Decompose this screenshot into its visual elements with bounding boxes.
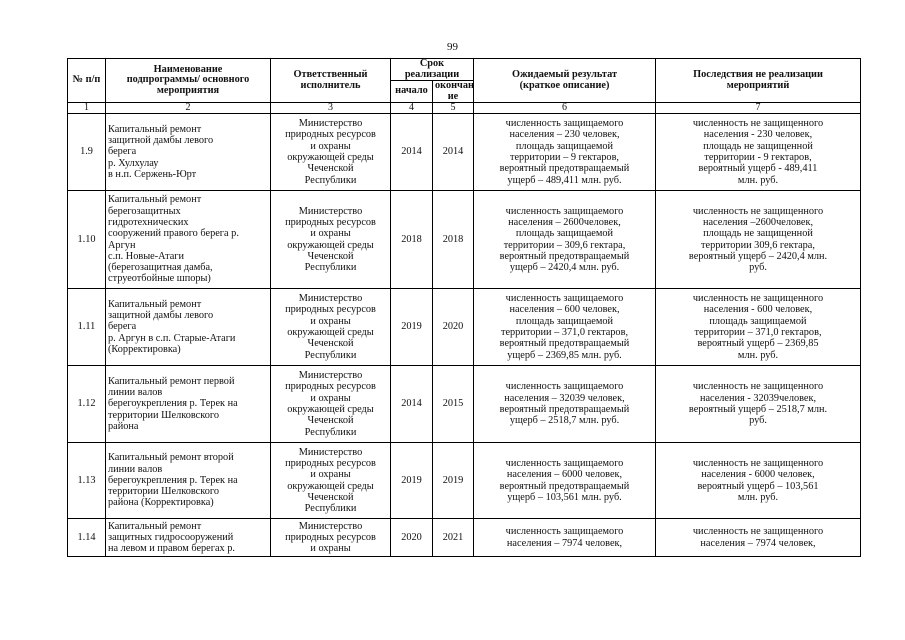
row-end: 2014: [433, 114, 474, 191]
column-numbers-row: [68, 103, 861, 114]
header-responsible: Ответственный исполнитель: [271, 59, 391, 103]
row-name: Капитальный ремонт защитной дамбы левого берега р. Хулхулау в н.п. Сержень-Юрт: [106, 114, 271, 191]
row-start: 2018: [391, 191, 433, 289]
table-row: [68, 366, 861, 443]
row-number: 1.14: [68, 519, 106, 557]
row-result: численность защищаемого населения – 2600человек, площадь защищаемой территории – 309,6 гектара, вероятный предотвращаемый ущерб – 2420,4 млн. руб.: [474, 191, 656, 289]
row-end: 2015: [433, 366, 474, 443]
column-number: 1: [68, 103, 106, 114]
row-end: 2018: [433, 191, 474, 289]
column-number: 2: [106, 103, 271, 114]
column-number: 3: [271, 103, 391, 114]
row-number: 1.9: [68, 114, 106, 191]
table-row: [68, 443, 861, 519]
header-row-1: [68, 59, 861, 81]
header-num: № п/п: [68, 59, 106, 103]
row-consequences: численность не защищенного населения - 32039человек, вероятный ущерб – 2518,7 млн. руб.: [656, 366, 861, 443]
row-number: 1.11: [68, 289, 106, 366]
row-number: 1.13: [68, 443, 106, 519]
header-term: Срок реализации: [391, 59, 474, 81]
row-end: 2020: [433, 289, 474, 366]
row-consequences: численность не защищенного населения - 230 человек, площадь не защищенной территории - 9 гектаров, вероятный ущерб - 489,411 млн. руб.: [656, 114, 861, 191]
row-responsible: Министерство природных ресурсов и охраны окружающей среды Чеченской Республики: [271, 289, 391, 366]
header-start: начало: [391, 81, 433, 103]
column-number: 5: [433, 103, 474, 114]
row-consequences: численность не защищенного населения – 7974 человек,: [656, 519, 861, 557]
table-row: [68, 519, 861, 557]
column-number: 7: [656, 103, 861, 114]
header-name: Наименование подпрограммы/ основного мероприятия: [106, 59, 271, 103]
row-responsible: Министерство природных ресурсов и охраны окружающей среды Чеченской Республики: [271, 443, 391, 519]
row-end: 2019: [433, 443, 474, 519]
row-start: 2019: [391, 289, 433, 366]
row-start: 2014: [391, 366, 433, 443]
row-start: 2014: [391, 114, 433, 191]
row-result: численность защищаемого населения – 32039 человек, вероятный предотвращаемый ущерб – 2518,7 млн. руб.: [474, 366, 656, 443]
row-end: 2021: [433, 519, 474, 557]
row-result: численность защищаемого населения – 600 человек, площадь защищаемой территории – 371,0 гектаров, вероятный предотвращаемый ущерб – 2369,85 млн. руб.: [474, 289, 656, 366]
row-consequences: численность не защищенного населения –2600человек, площадь не защищенной территории 309,6 гектара, вероятный ущерб – 2420,4 млн. руб.: [656, 191, 861, 289]
row-consequences: численность не защищенного населения - 600 человек, площадь защищаемой территории – 371,0 гектаров, вероятный ущерб – 2369,85 млн. руб.: [656, 289, 861, 366]
row-number: 1.12: [68, 366, 106, 443]
column-number: 6: [474, 103, 656, 114]
table-row: [68, 289, 861, 366]
table-row: [68, 191, 861, 289]
header-end: окончан ие: [433, 81, 474, 103]
row-start: 2020: [391, 519, 433, 557]
row-responsible: Министерство природных ресурсов и охраны: [271, 519, 391, 557]
row-name: Капитальный ремонт второй линии валов берегоукрепления р. Терек на территории Шелковского района (Корректировка): [106, 443, 271, 519]
row-responsible: Министерство природных ресурсов и охраны окружающей среды Чеченской Республики: [271, 114, 391, 191]
row-responsible: Министерство природных ресурсов и охраны окружающей среды Чеченской Республики: [271, 366, 391, 443]
row-name: Капитальный ремонт первой линии валов берегоукрепления р. Терек на территории Шелковского района: [106, 366, 271, 443]
row-result: численность защищаемого населения – 7974 человек,: [474, 519, 656, 557]
row-name: Капитальный ремонт берегозащитных гидротехнических сооружений правого берега р. Аргун с.п. Новые-Атаги (берегозащитная дамба, струеотбойные шпоры): [106, 191, 271, 289]
row-number: 1.10: [68, 191, 106, 289]
row-name: Капитальный ремонт защитных гидросооружений на левом и правом берегах р.: [106, 519, 271, 557]
row-responsible: Министерство природных ресурсов и охраны окружающей среды Чеченской Республики: [271, 191, 391, 289]
row-result: численность защищаемого населения – 230 человек, площадь защищаемой территории – 9 гектаров, вероятный предотвращаемый ущерб – 489,411 млн. руб.: [474, 114, 656, 191]
header-result: Ожидаемый результат (краткое описание): [474, 59, 656, 103]
column-number: 4: [391, 103, 433, 114]
row-start: 2019: [391, 443, 433, 519]
row-consequences: численность не защищенного населения - 6000 человек, вероятный ущерб – 103,561 млн. руб.: [656, 443, 861, 519]
measures-table: [67, 58, 861, 557]
header-consequences: Последствия не реализации мероприятий: [656, 59, 861, 103]
row-result: численность защищаемого населения – 6000 человек, вероятный предотвращаемый ущерб – 103,561 млн. руб.: [474, 443, 656, 519]
page-number: 99: [447, 41, 458, 53]
table-row: [68, 114, 861, 191]
row-name: Капитальный ремонт защитной дамбы левого берега р. Аргун в с.п. Старые-Атаги (Корректировка): [106, 289, 271, 366]
